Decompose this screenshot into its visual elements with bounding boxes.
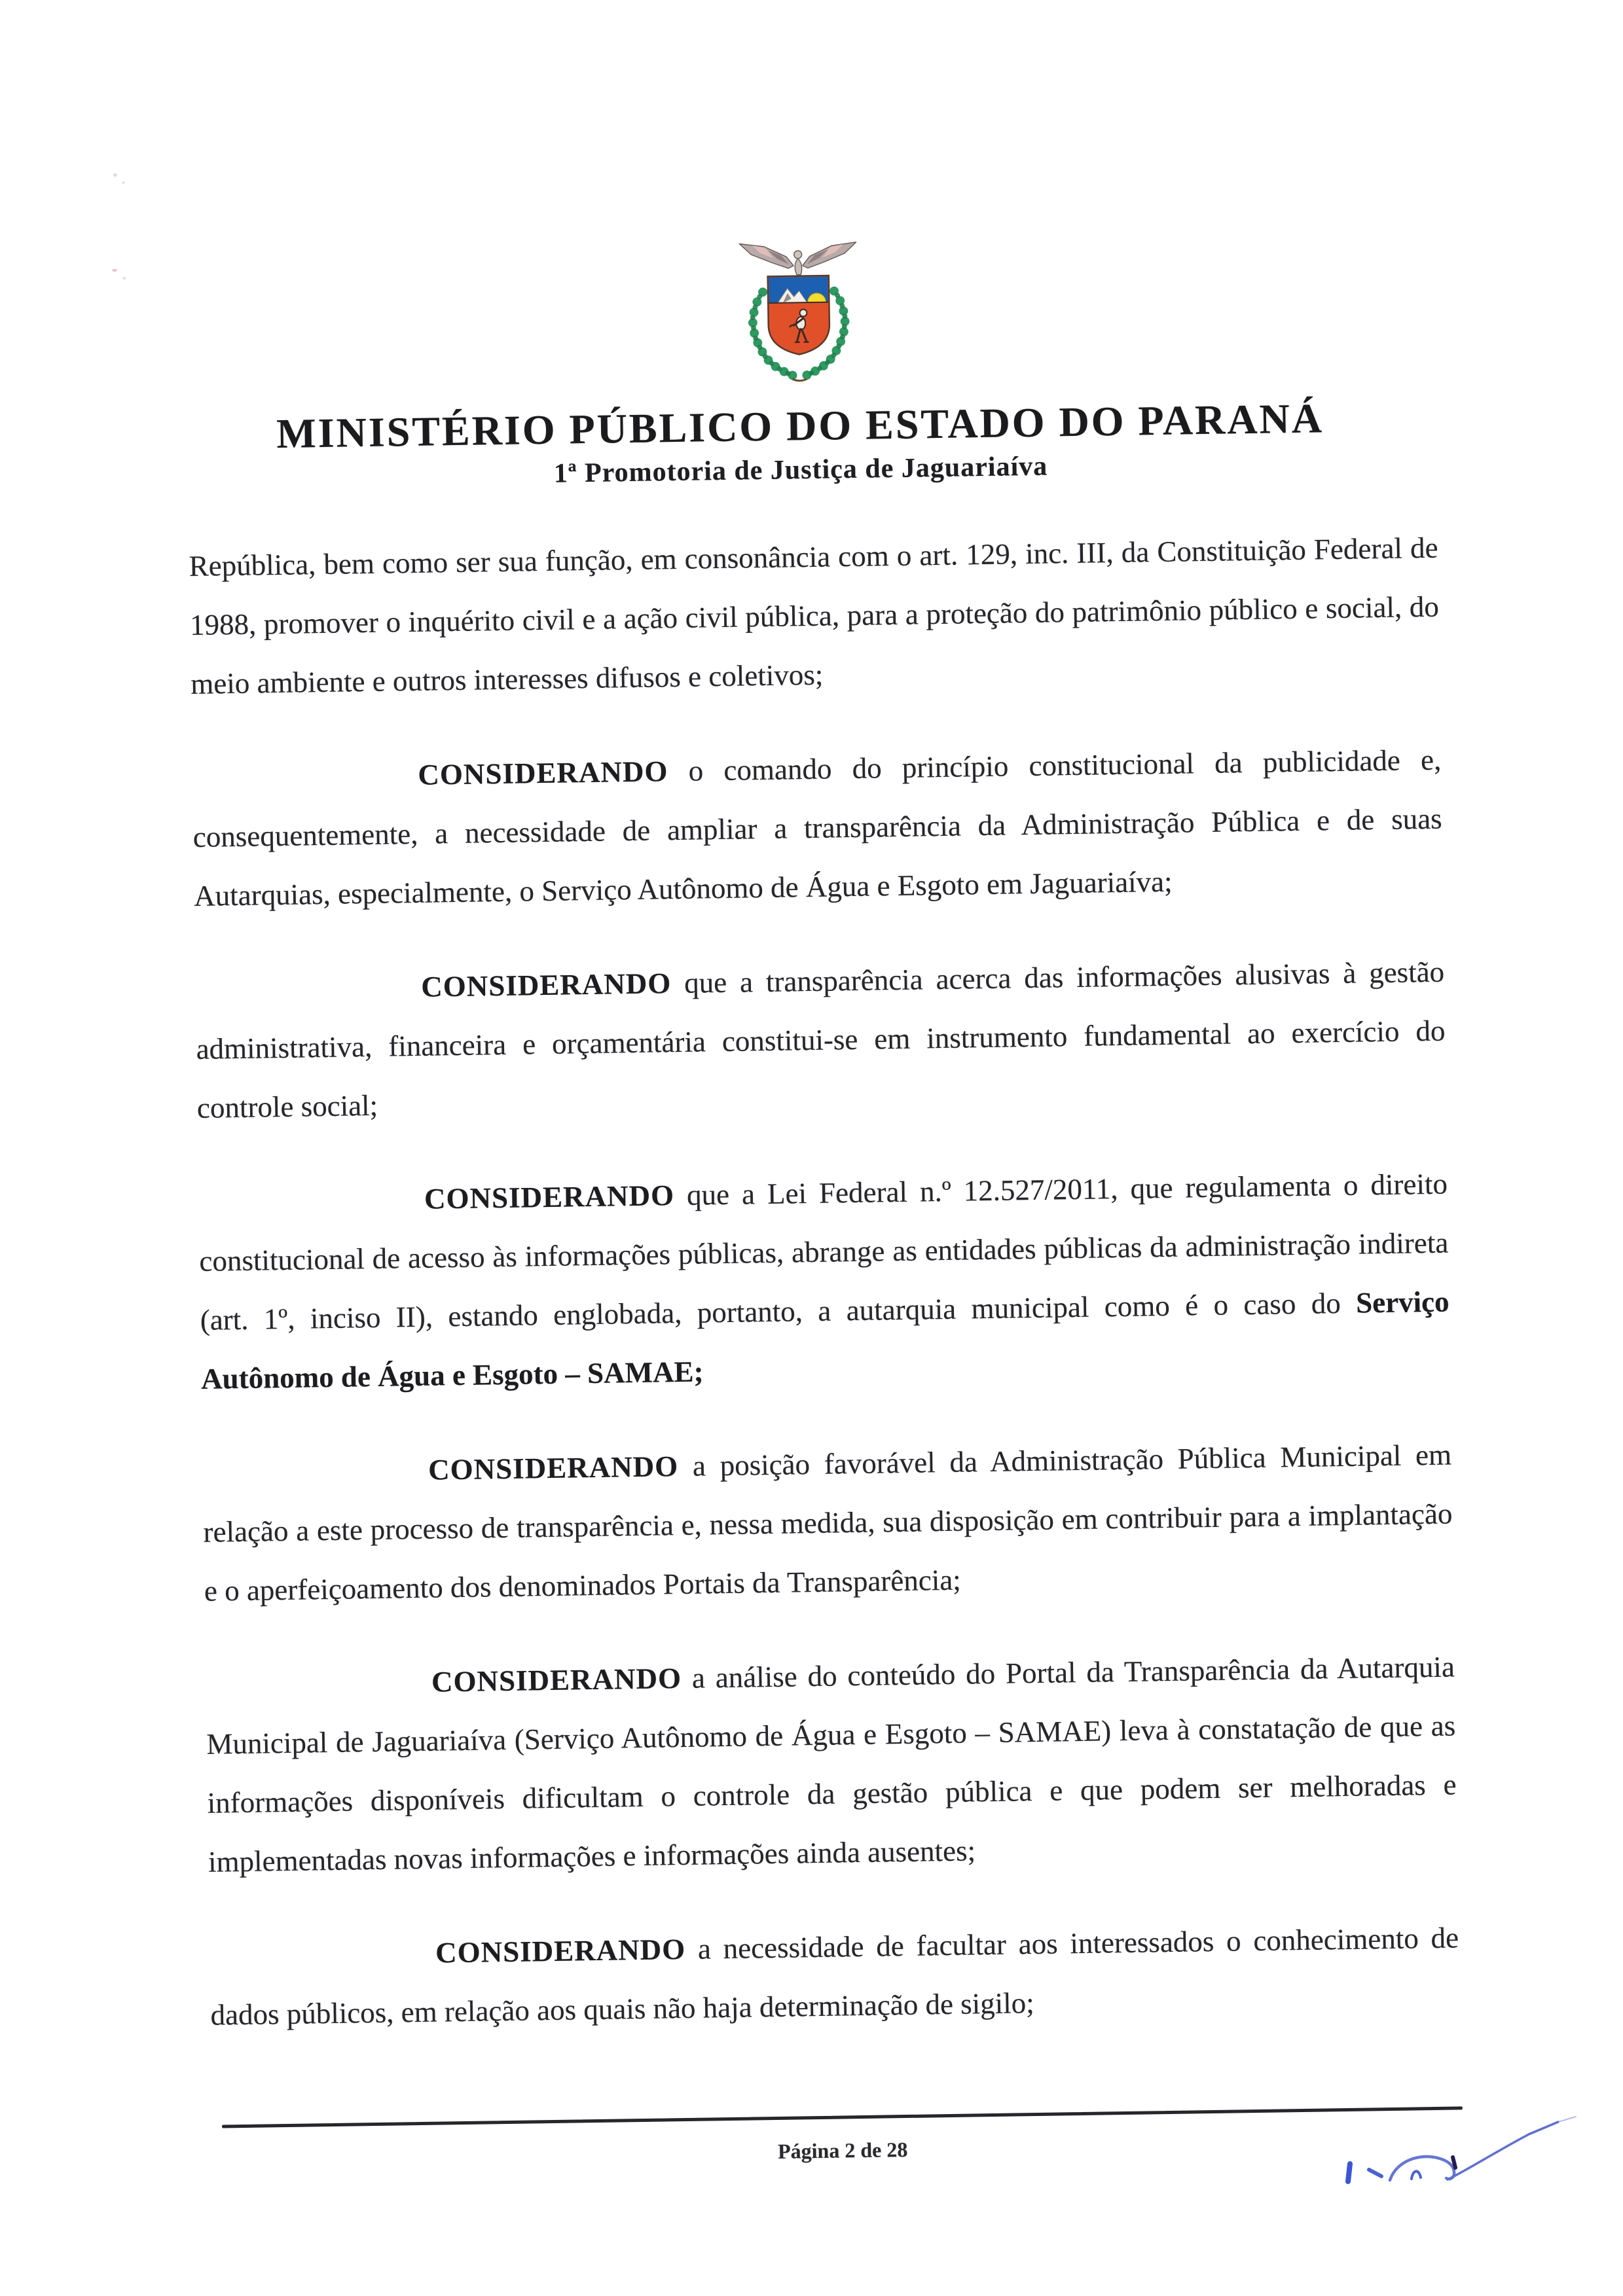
paragraph-lead: CONSIDERANDO (420, 967, 672, 1003)
scan-speck (113, 173, 117, 177)
paragraph-lead: CONSIDERANDO (428, 1450, 679, 1486)
body-paragraph: CONSIDERANDO que a transparência acerca das informações alusivas à gestão administrativa, financeira e orçamentária constitui-se em instrumento fundamental ao exercício do controle social; (196, 955, 1446, 1124)
paragraph-lead: CONSIDERANDO (431, 1662, 682, 1698)
scan-speck (112, 269, 117, 272)
paragraph-bold-emphasis: Serviço Autônomo de Água e Esgoto – SAMAE; (200, 1285, 1450, 1395)
body-paragraph: CONSIDERANDO a necessidade de facultar aos interessados o conhecimento de dados públicos, em relação aos quais não haja determinação de sigilo; (210, 1921, 1459, 2032)
paragraph-lead: CONSIDERANDO (418, 755, 668, 791)
parana-coat-of-arms-icon (726, 236, 871, 394)
scan-speck (122, 277, 126, 279)
letterhead (0, 0, 1613, 498)
org-title: MINISTÉRIO PÚBLICO DO ESTADO DO PARANÁ (276, 395, 1324, 457)
paragraph-lead: CONSIDERANDO (424, 1179, 675, 1215)
body-paragraph: CONSIDERANDO a posição favorável da Administração Pública Municipal em relação a este processo de transparência e, nessa medida, sua disposição em contribuir para a implantação e o aperfeiçoamento dos denominados Portais da Transparência; (203, 1438, 1453, 1607)
body-paragraph: CONSIDERANDO que a Lei Federal n.º 12.527/2011, que regulamenta o direito constitucional de acesso às informações públicas, abrange as entidades públicas da administração indireta (art. 1º, inciso II), estando englobada, portanto, a autarquia municipal como é o caso do Serviço Autônomo de Água e Esgoto – SAMAE; (199, 1167, 1450, 1395)
org-subtitle: 1ª Promotoria de Justiça de Jaguariaíva (553, 451, 1048, 489)
page-number: Página 2 de 28 (777, 2137, 908, 2163)
paragraph-lead: CONSIDERANDO (435, 1932, 686, 1969)
blue-ink-signature-icon (1332, 2114, 1614, 2212)
scan-speck (122, 181, 125, 184)
document-body (189, 518, 1460, 2045)
body-paragraph: CONSIDERANDO o comando do princípio constitucional da publicidade e, consequentemente, a necessidade de ampliar a transparência da Administração Pública e de suas Autarquias, especialmente, o Serviço Autônomo de Água e Esgoto em Jaguariaíva; (192, 743, 1442, 912)
body-paragraph: CONSIDERANDO a análise do conteúdo do Portal da Transparência da Autarquia Municipal de Jaguariaíva (Serviço Autônomo de Água e Esgoto – SAMAE) leva à constatação de que as informações disponíveis dificultam o controle da gestão pública e que podem ser melhoradas e implementadas novas informações e informações ainda ausentes; (206, 1650, 1457, 1878)
body-paragraph: República, bem como ser sua função, em consonância com o art. 129, inc. III, da Constituição Federal de 1988, promover o inquérito civil e a ação civil pública, para a proteção do patrimônio público e social, do meio ambiente e outros interesses difusos e coletivos; (189, 531, 1440, 700)
footer-divider (222, 2106, 1463, 2128)
